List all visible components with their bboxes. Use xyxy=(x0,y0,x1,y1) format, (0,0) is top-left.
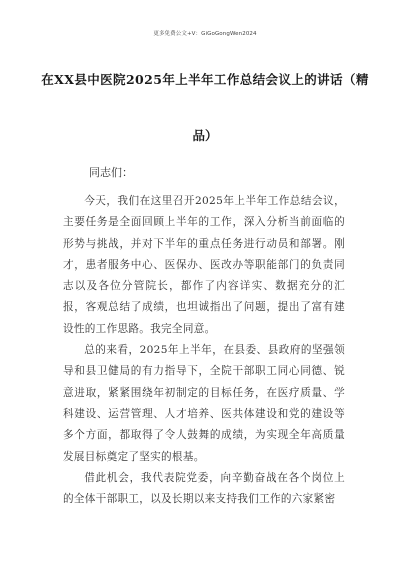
header-note: 更多免费公文+V：GiGoGongWen2024 xyxy=(153,31,257,37)
document-title-continued: 品） xyxy=(192,128,218,143)
paragraph: 总的来看，2025年上半年，在县委、县政府的坚强领导和县卫健局的有力指导下，全院干部职工同心同德、锐意进取，紧紧围绕年初制定的目标任务，在医疗质量、学科建设、运营管理、人才培养、医共体建设和党的建设等多个方面，都取得了令人鼓舞的成绩，为实现全年高质量发展目标奠定了坚实的根基。 xyxy=(63,344,345,463)
paragraph: 今天，我们在这里召开2025年上半年工作总结会议，主要任务是全面回顾上半年的工作，深入分析当前面临的形势与挑战，并对下半年的重点任务进行动员和部署。刚才，患者服务中心、医保办、医改办等职能部门的负责同志以及各位分管院长，都作了内容详实、数据充分的汇报，客观总结了成绩，也坦诚指出了问题，提出了富有建设性的工作思路。我完全同意。 xyxy=(63,195,345,335)
salutation: 同志们： xyxy=(89,166,133,179)
body-text xyxy=(63,191,345,510)
document-title: 在XX县中医院2025年上半年工作总结会议上的讲话（精 xyxy=(41,72,369,87)
paragraph: 借此机会，我代表院党委，向辛勤奋战在各个岗位上的全体干部职工，以及长期以来支持我们工作的六家紧密 xyxy=(63,471,345,506)
